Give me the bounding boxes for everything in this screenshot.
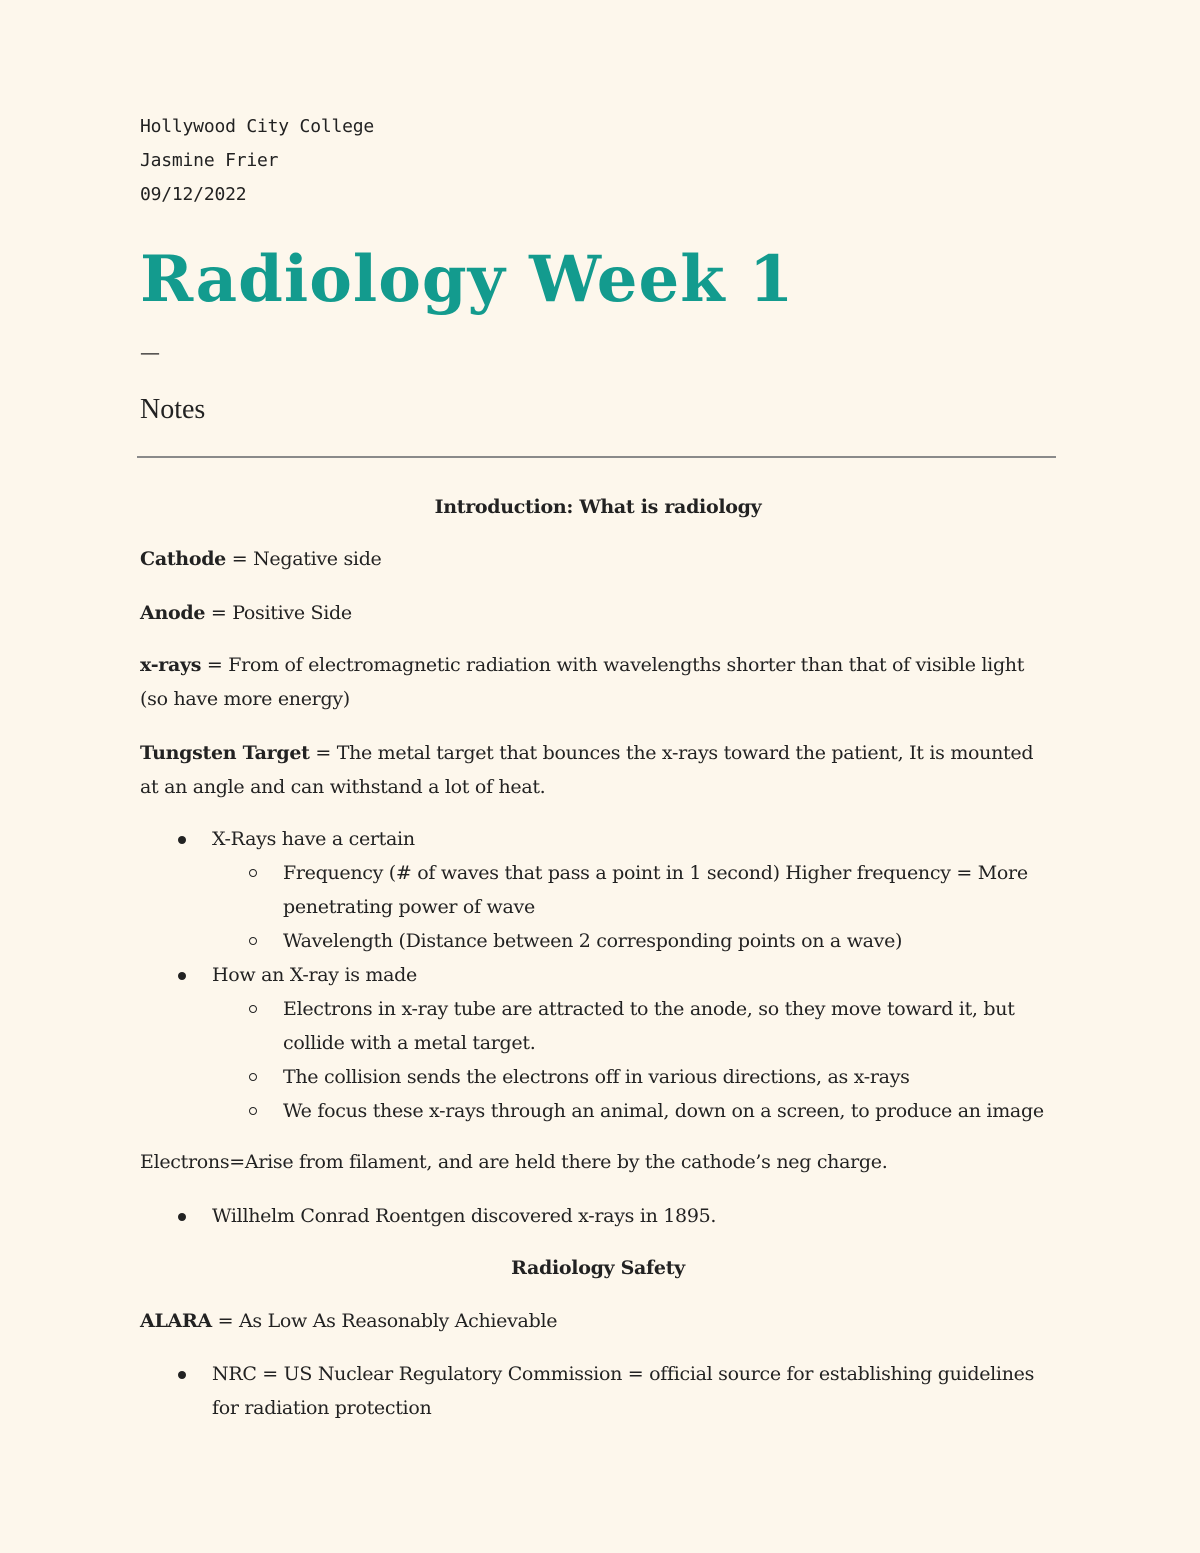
list-item	[140, 958, 1056, 1128]
bullet-circle-icon	[249, 1073, 257, 1081]
electrons-line: Electrons=Arise from filament, and are held there by the cathode’s neg charge.	[140, 1151, 888, 1173]
sub-list-item-text: Frequency (# of waves that pass a point in 1 second) Higher frequency = More penetrating power of wave	[283, 862, 1028, 918]
sub-list-item	[212, 992, 1056, 1060]
author-name: Jasmine Frier	[140, 150, 279, 171]
sub-list-item	[212, 1094, 1056, 1128]
safety-heading: Radiology Safety	[511, 1257, 685, 1279]
def-xrays: = From of electromagnetic radiation with wavelengths shorter than that of visible light (so have more energy)	[140, 654, 1025, 710]
document-title: Radiology Week 1	[140, 242, 795, 317]
list-item-text: How an X-ray is made	[212, 964, 417, 986]
college-name: Hollywood City College	[140, 116, 375, 137]
definition-anode	[140, 596, 1056, 630]
term-tungsten: Tungsten Target	[140, 742, 310, 764]
sub-list-item-text: Wavelength (Distance between 2 corresponding points on a wave)	[283, 930, 903, 952]
intro-heading: Introduction: What is radiology	[434, 496, 762, 518]
sub-list-item	[212, 856, 1056, 924]
list-item-text: X-Rays have a certain	[212, 828, 415, 850]
list-item	[140, 822, 1056, 958]
def-alara: = As Low As Reasonably Achievable	[211, 1310, 558, 1332]
bullet-dot-icon	[178, 972, 186, 980]
term-cathode: Cathode	[140, 548, 226, 570]
bullet-circle-icon	[249, 937, 257, 945]
sub-list-item-text: Electrons in x-ray tube are attracted to the anode, so they move toward it, but collide with a metal target.	[283, 998, 1015, 1054]
def-cathode: = Negative side	[225, 548, 382, 570]
definition-cathode	[140, 542, 1056, 576]
list-item	[140, 1357, 1056, 1425]
horizontal-rule	[137, 456, 1056, 458]
section-heading: Notes	[140, 394, 206, 425]
definition-tungsten	[140, 736, 1056, 804]
title-dash: —	[140, 340, 160, 364]
intro-bullet-list	[140, 822, 1056, 1128]
def-tungsten: = The metal target that bounces the x-rays toward the patient, It is mounted at an angle and can withstand a lot of heat.	[140, 742, 1034, 798]
definition-alara	[140, 1304, 1056, 1338]
document-date: 09/12/2022	[140, 184, 247, 205]
list-item	[140, 1199, 1056, 1233]
sub-list-item-text: We focus these x-rays through an animal, down on a screen, to produce an image	[283, 1100, 1044, 1122]
bullet-dot-icon	[178, 1213, 186, 1221]
bullet-circle-icon	[249, 1107, 257, 1115]
term-alara: ALARA	[140, 1310, 212, 1332]
term-xrays: x-rays	[140, 654, 202, 676]
bullet-circle-icon	[249, 869, 257, 877]
sub-list-item	[212, 924, 1056, 958]
nrc-bullet-list	[140, 1357, 1056, 1425]
sub-list-item-text: The collision sends the electrons off in various directions, as x-rays	[283, 1066, 910, 1088]
sub-list-item	[212, 1060, 1056, 1094]
bullet-dot-icon	[178, 1371, 186, 1379]
bullet-dot-icon	[178, 836, 186, 844]
document-page	[140, 0, 1056, 1553]
def-anode: = Positive Side	[205, 602, 352, 624]
history-bullet-list	[140, 1199, 1056, 1233]
definition-xrays	[140, 648, 1056, 716]
list-item-text: NRC = US Nuclear Regulatory Commission = official source for establishing guidelines for radiation protection	[212, 1363, 1035, 1419]
list-item-text: Willhelm Conrad Roentgen discovered x-rays in 1895.	[212, 1205, 717, 1227]
bullet-circle-icon	[249, 1005, 257, 1013]
term-anode: Anode	[140, 602, 206, 624]
